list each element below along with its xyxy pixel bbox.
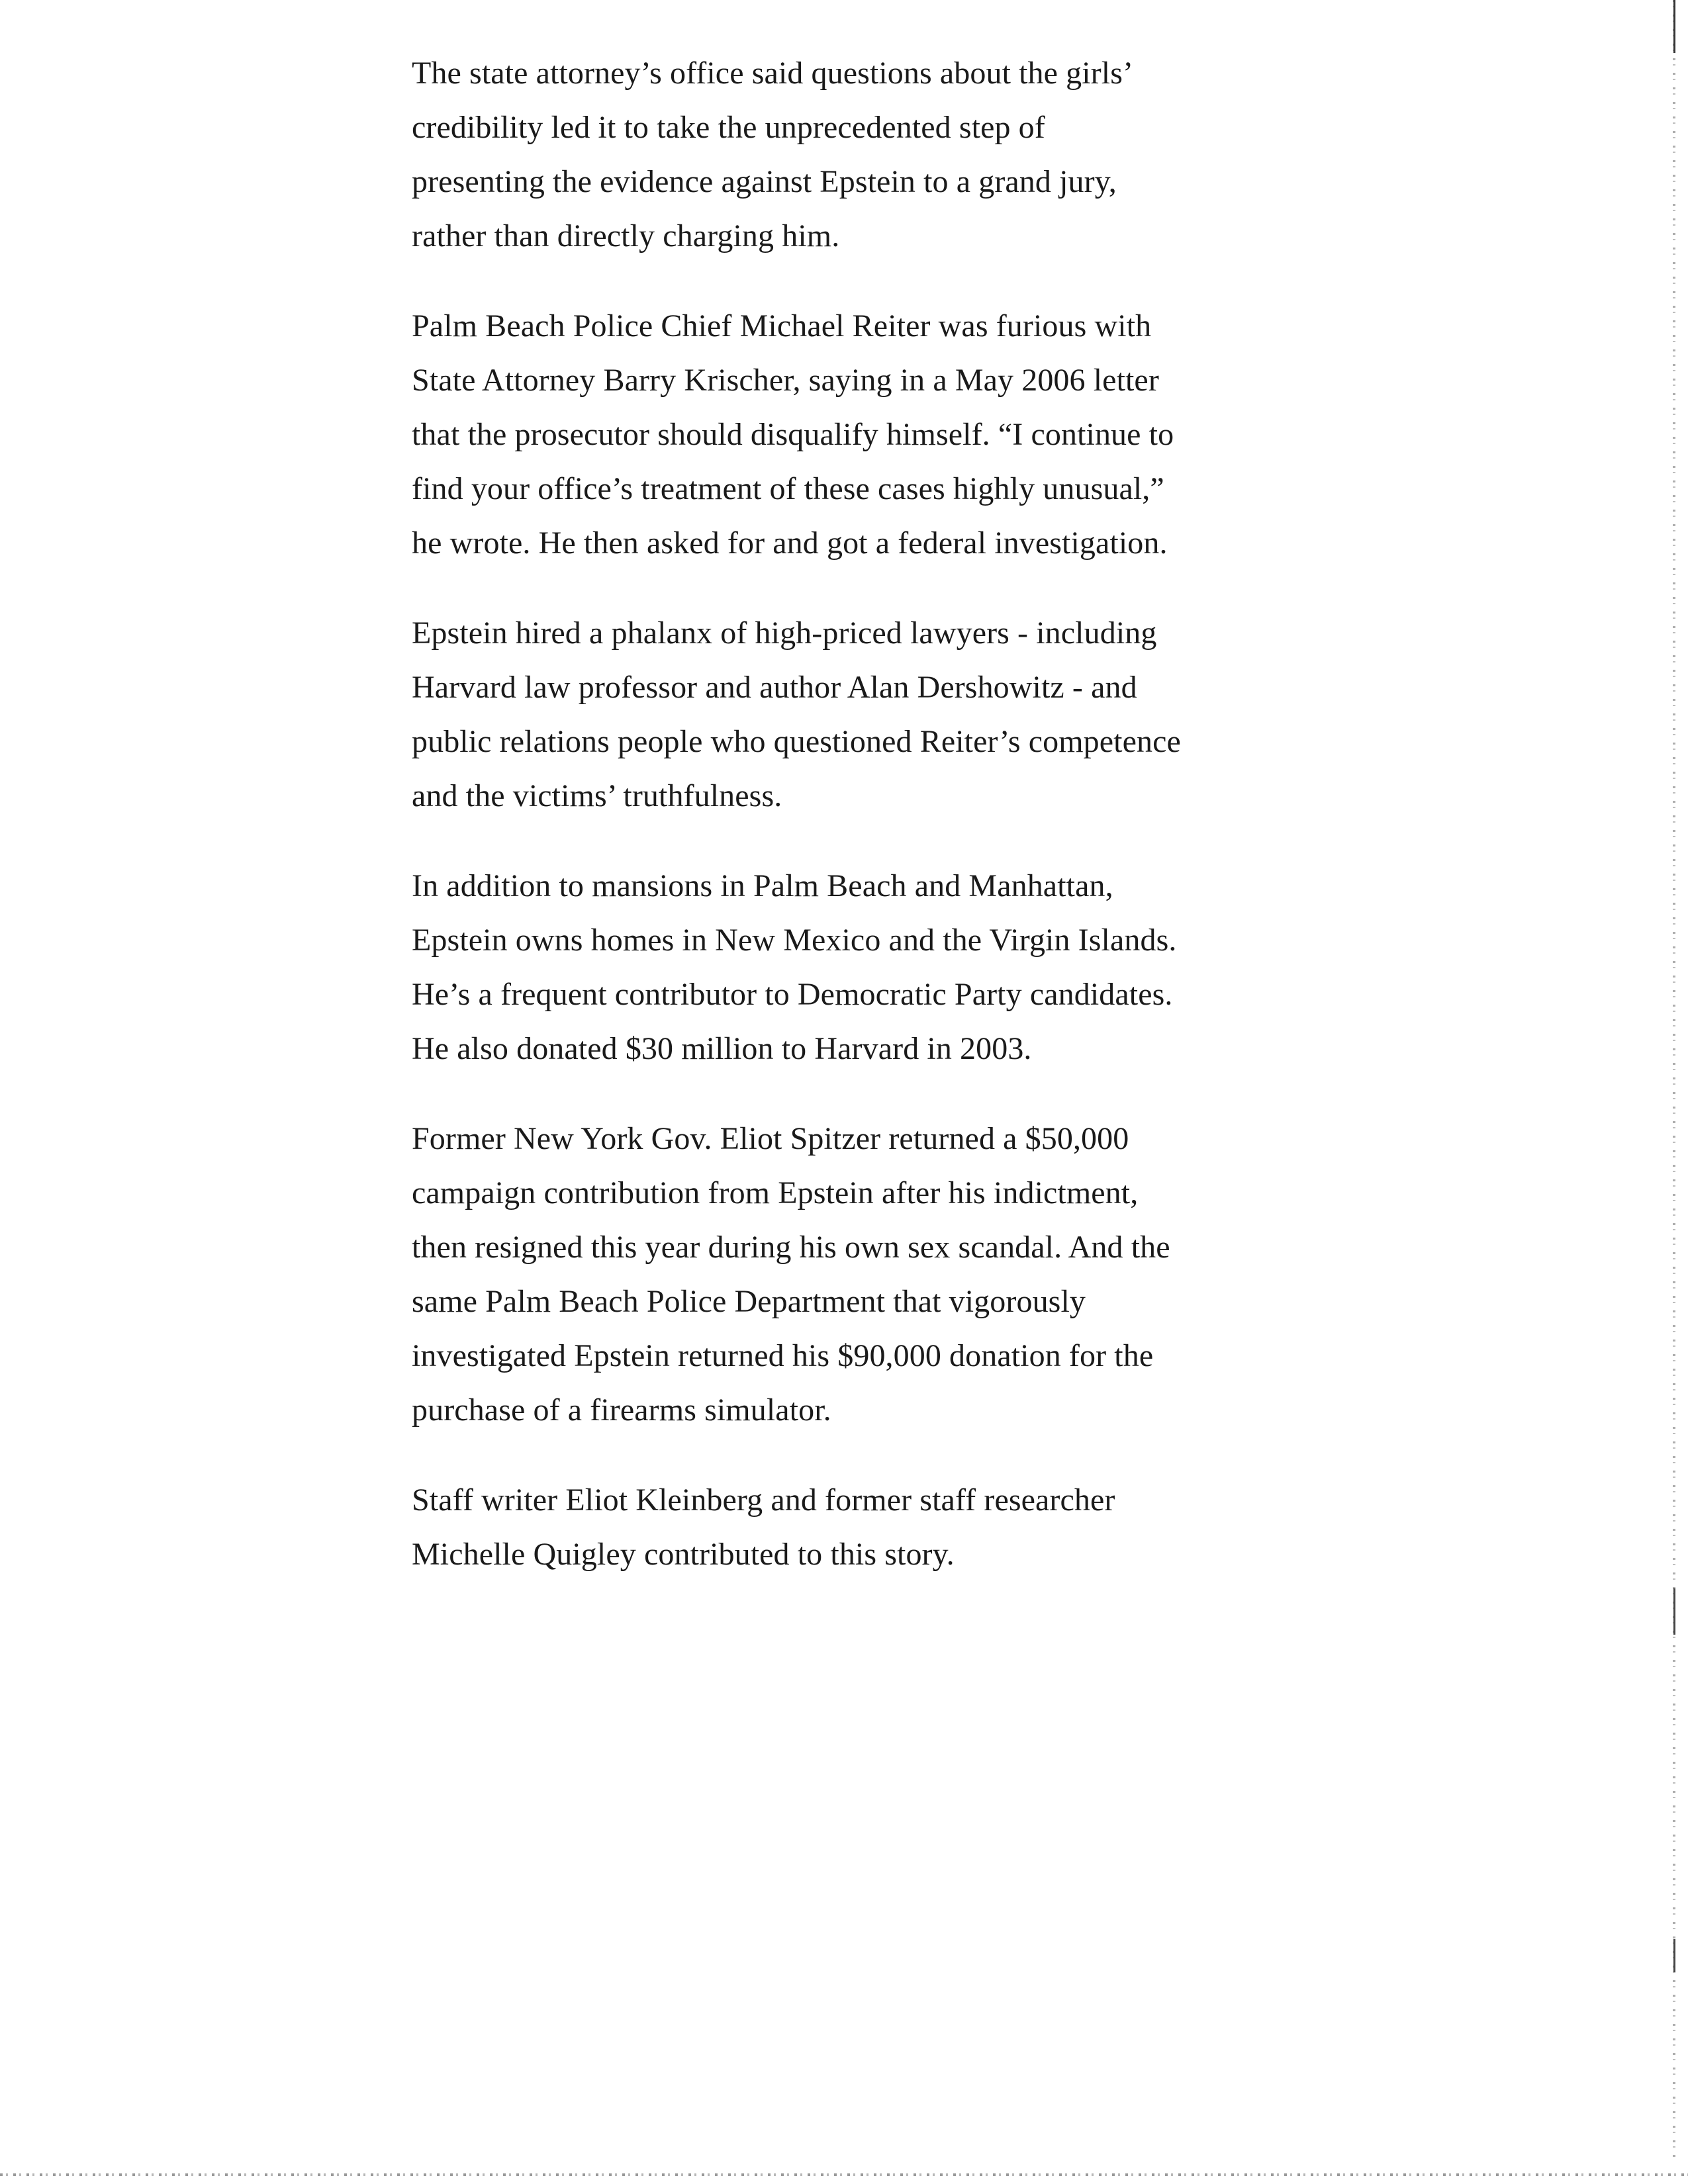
scan-edge-mark (1673, 0, 1675, 53)
paragraph-lawyers: Epstein hired a phalanx of high-priced lawyers - including Harvard law professor and author Alan Dershowitz - and public relations people who questioned Reiter’s competence and the victims’ truthfulness. (412, 615, 1181, 813)
paragraph-grand-jury: The state attorney’s office said questions about the girls’ credibility led it to take the unprecedented step of presenting the evidence against Epstein to a grand jury, rather than directly charging him. (412, 56, 1134, 253)
scan-edge-mark (1673, 1939, 1675, 1972)
paragraph-police-chief: Palm Beach Police Chief Michael Reiter was furious with State Attorney Barry Krischer, saying in a May 2006 letter that the prosecutor should disqualify himself. “I continue to find your office’s treatment of these cases highly unusual,” he wrote. He then asked for and got a federal investigation. (412, 308, 1174, 561)
paragraph-homes: In addition to mansions in Palm Beach and Manhattan, Epstein owns homes in New Mexico and the Virgin Islands. He’s a frequent contributor to Democratic Party candidates. He also donated $30 million to Harvard in 2003. (412, 868, 1177, 1066)
paragraph-credits: Staff writer Eliot Kleinberg and former staff researcher Michelle Quigley contributed to this story. (412, 1482, 1115, 1572)
article-body (412, 46, 1272, 1617)
paragraph-spitzer: Former New York Gov. Eliot Spitzer returned a $50,000 campaign contribution from Epstein after his indictment, then resigned this year during his own sex scandal. And the same Palm Beach Police Department that vigorously investigated Epstein returned his $90,000 donation for the purchase of a firearms simulator. (412, 1121, 1170, 1428)
scan-edge-bottom (0, 2173, 1688, 2176)
scan-edge-mark (1673, 1588, 1675, 1635)
scan-edge-right (1673, 0, 1675, 2158)
